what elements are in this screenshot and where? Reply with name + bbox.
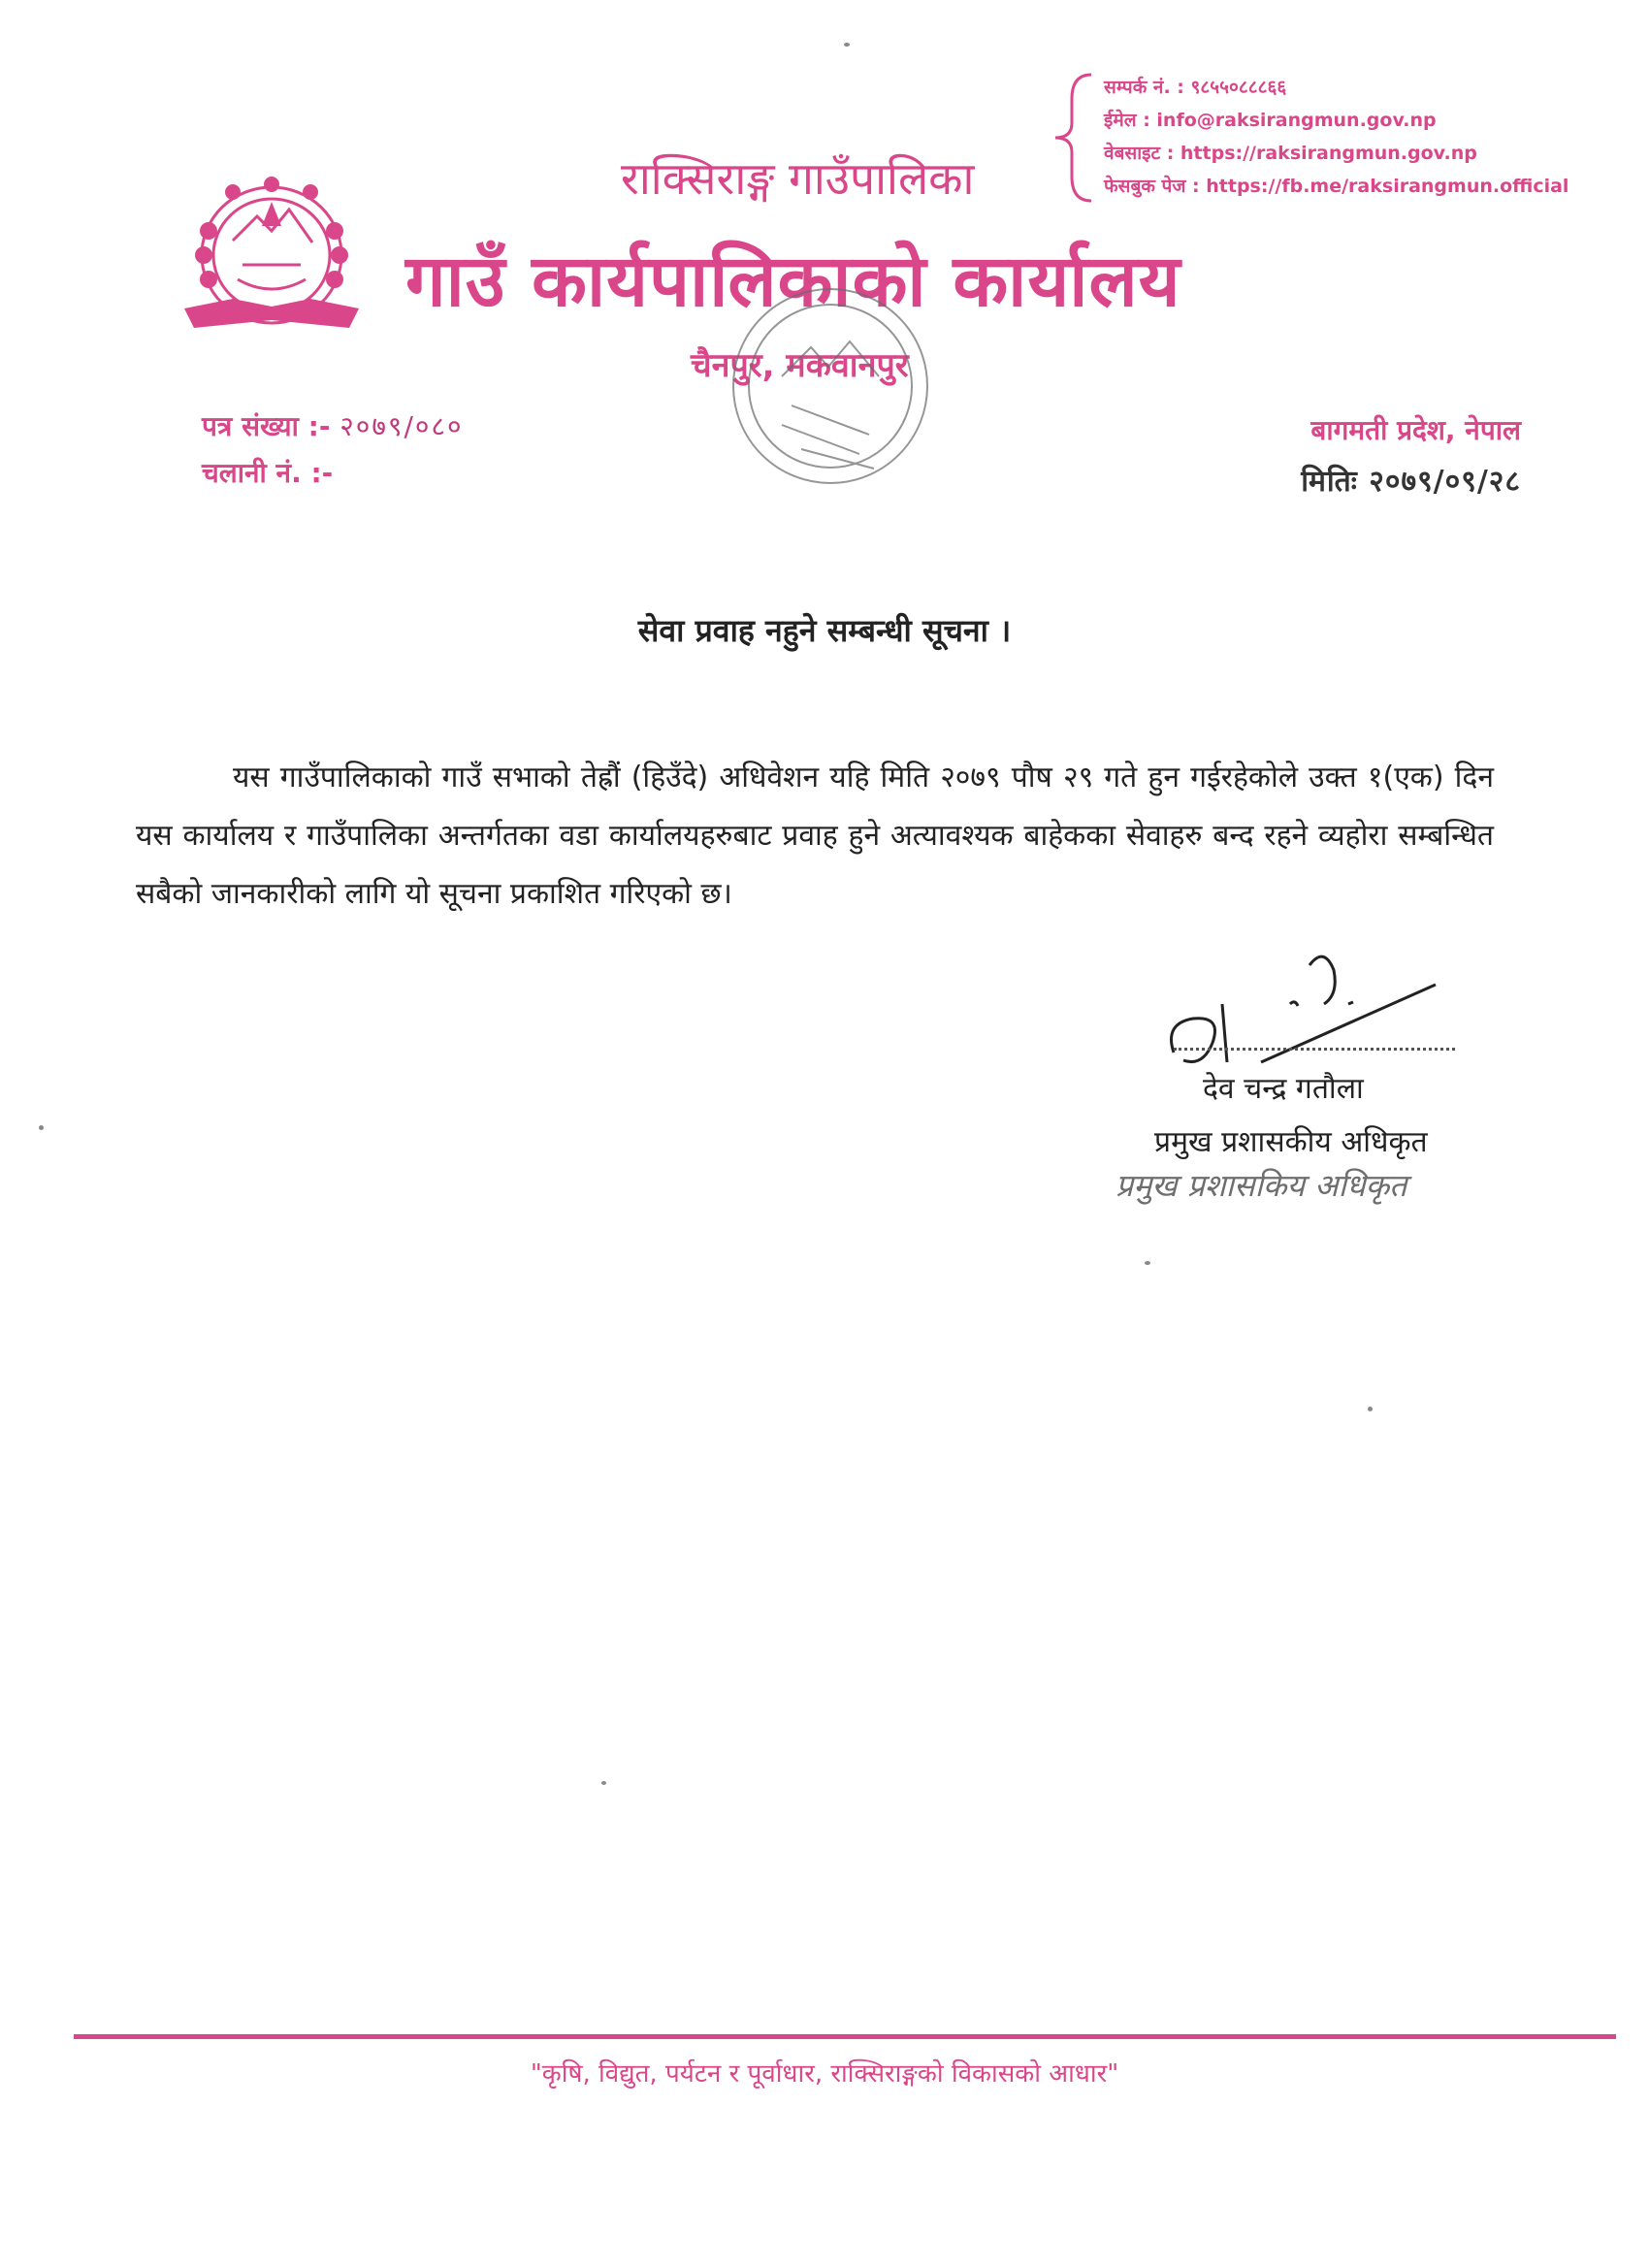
scan-speck bbox=[1368, 1407, 1373, 1411]
patra-sankhya bbox=[202, 407, 464, 454]
chalani-label: चलानी नं. :- bbox=[202, 457, 334, 489]
office-stamp-icon bbox=[714, 270, 947, 502]
date-value: २०७९/०९/२८ bbox=[1369, 465, 1521, 499]
notice-subject: सेवा प्रवाह नहुने सम्बन्धी सूचना । bbox=[637, 612, 1012, 649]
footer-motto: "कृषि, विद्युत, पर्यटन र पूर्वाधार, राक्सिराङ्गको विकासको आधार" bbox=[530, 2059, 1119, 2089]
chalani-number bbox=[202, 454, 464, 501]
reference-block bbox=[202, 407, 464, 501]
date-line bbox=[1301, 460, 1521, 500]
office-location: चैनपुर, मकवानपुर bbox=[691, 346, 909, 385]
date-label: मितिः bbox=[1301, 465, 1358, 499]
signature-line bbox=[1174, 1048, 1455, 1051]
signer-title-stamp: प्रमुख प्रशासकिय अधिकृत bbox=[1116, 1167, 1407, 1204]
contact-facebook[interactable]: फेसबुक पेज : https://fb.me/raksirangmun.official bbox=[1104, 176, 1569, 197]
contact-info bbox=[1048, 70, 1591, 206]
scan-speck bbox=[1145, 1261, 1150, 1265]
patra-label: पत्र संख्या :- bbox=[202, 410, 331, 442]
footer-divider bbox=[74, 2034, 1616, 2039]
scan-speck bbox=[601, 1781, 606, 1785]
signer-title: प्रमुख प्रशासकीय अधिकृत bbox=[1154, 1125, 1428, 1159]
contact-phone: सम्पर्क नं. : ९८५५०८८८६६ bbox=[1104, 77, 1287, 98]
office-title: गाउँ कार्यपालिकाको कार्यालय bbox=[405, 240, 1181, 323]
province: बागमती प्रदेश, नेपाल bbox=[1310, 414, 1521, 446]
scan-speck bbox=[844, 43, 850, 47]
contact-website[interactable]: वेबसाइट : https://raksirangmun.gov.np bbox=[1104, 143, 1477, 164]
brace-icon bbox=[1048, 70, 1096, 206]
signer-name: देव चन्द्र गतौला bbox=[1203, 1072, 1364, 1106]
office-name: राक्सिराङ्ग गाउँपालिका bbox=[621, 152, 975, 205]
scan-speck bbox=[39, 1125, 44, 1130]
contact-email[interactable]: ईमेल : info@raksirangmun.gov.np bbox=[1104, 110, 1437, 131]
patra-value: २०७९/०८० bbox=[340, 410, 464, 442]
signature-icon bbox=[1154, 946, 1474, 1082]
notice-body: यस गाउँपालिकाको गाउँ सभाको तेह्रौं (हिउँदे) अधिवेशन यहि मिति २०७९ पौष २९ गते हुन गईरहेकोले उक्त १(एक) दिन यस कार्यालय र गाउँपालिका अन्तर्गतका वडा कार्यालयहरुबाट प्रवाह हुने अत्यावश्यक बाहेकका सेवाहरु बन्द रहने व्यहोरा सम्बन्धित सबैको जानकारीको लागि यो सूचना प्रकाशित गरिएको छ। bbox=[136, 761, 1494, 911]
government-emblem-icon bbox=[175, 173, 369, 342]
